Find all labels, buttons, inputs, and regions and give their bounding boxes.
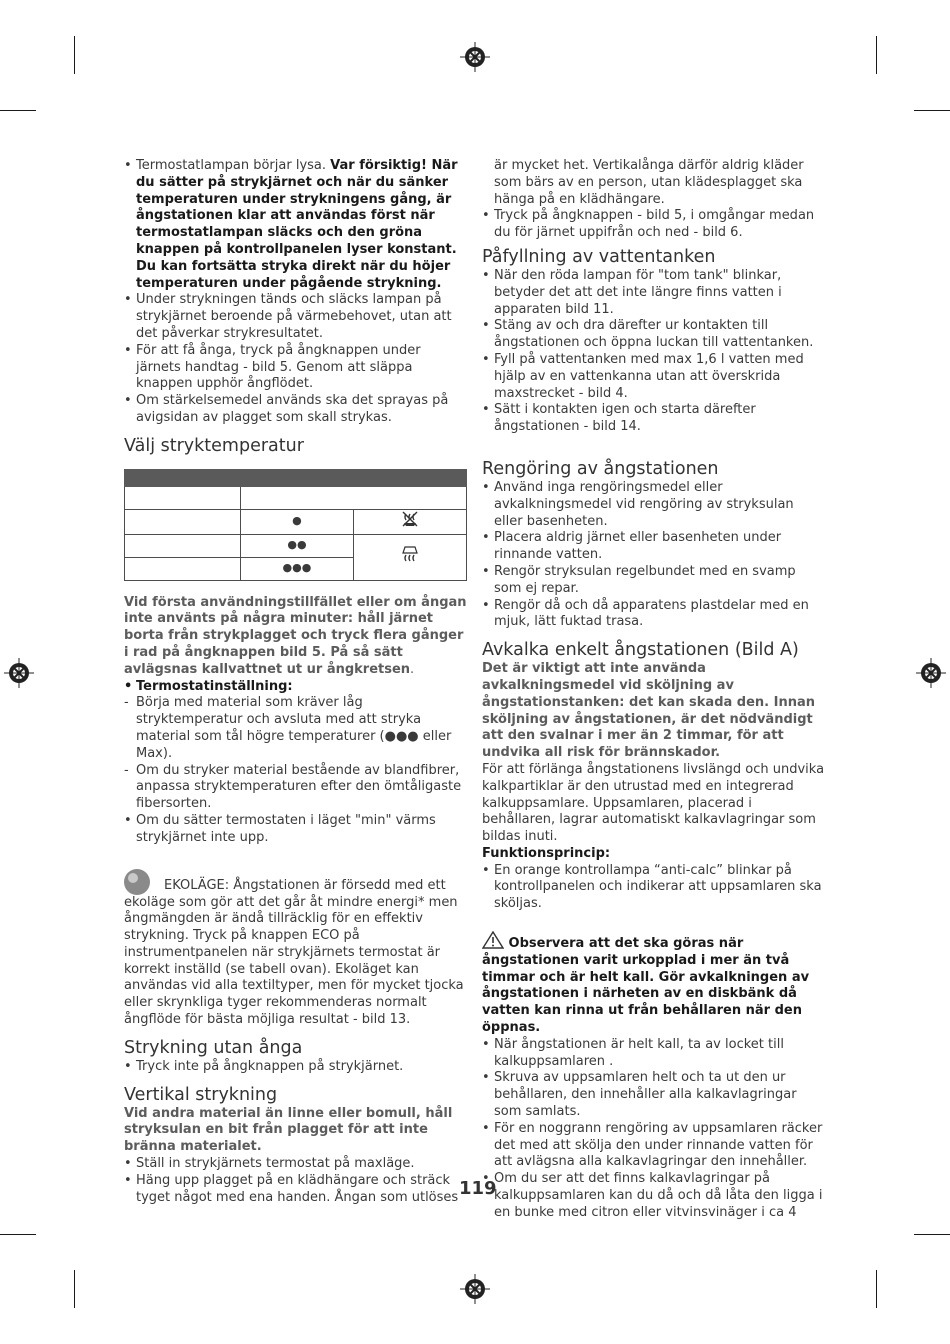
section-heading: Avkalka enkelt ångstationen (Bild A) [482, 640, 799, 661]
crop-mark [876, 36, 877, 74]
registration-mark-icon [460, 42, 490, 72]
list-item: • Om du ser att det finns kalkavlagringar på kalkuppsamlaren kan du då och då låta den ligga i en bunke med citron eller vitvinsvinäger i ca 4 [482, 1171, 826, 1221]
temperature-dots: ● [240, 509, 354, 534]
table-row [125, 509, 467, 534]
clean-list [482, 480, 826, 631]
crop-mark [0, 1234, 36, 1235]
warning-text: Var försiktig! När du sätter på strykjärnet och när du sänker temperaturen under strykningens gång, är ångstationen klar att användas först när termostatlampan släcks och den gröna knappen på kontrollpanelen lyser konstant. [136, 158, 458, 257]
first-use-note: Vid första användningstillfället eller om ångan inte använts på några minuter: håll järnet borta från strykplagget och tryck flera gånger i rad på ångknappen bild 5. På så sätt avlägsnas kallvattnet ut ur ångkretsen. [124, 594, 467, 677]
left-column [124, 158, 468, 1206]
table-row [125, 486, 467, 509]
list-item: • När ångstationen är helt kall, ta av locket till kalkuppsamlaren . [482, 1037, 826, 1071]
list-item: • Under strykningen tänds och släcks lampan på strykjärnet beroende på värmebehovet, utan att det påverkar strykresultatet. [124, 292, 468, 342]
registration-mark-icon [916, 658, 946, 688]
crop-mark [914, 110, 950, 111]
crop-mark [876, 1270, 877, 1308]
no-steam-icon [354, 509, 467, 534]
crop-mark [914, 1234, 950, 1235]
list-item: • Placera aldrig järnet eller basenheten under rinnande vatten. [482, 530, 826, 564]
temperature-dots: ●● [240, 534, 354, 557]
list-item: • Sätt i kontakten igen och starta därefter ångstationen - bild 14. [482, 402, 826, 436]
table-row [125, 534, 467, 557]
continued-text: är mycket het. Vertikalånga därför aldrig kläder som bärs av en person, utan klädesplagget ska hänga på en klädhängare. [494, 158, 804, 207]
list-item [124, 158, 468, 292]
list-item: • Fyll på vattentanken med max 1,6 l vatten med hjälp av en vattenkanna utan att överskrida maxstrecket - bild 4. [482, 352, 826, 402]
right-column [482, 158, 826, 1222]
intro-list [124, 158, 468, 427]
list-item: • När den röda lampan för "tom tank" blinkar, betyder det att det inte längre finns vatten i apparaten bild 11. [482, 268, 826, 318]
continued-list [482, 208, 826, 242]
steam-icon [354, 534, 467, 580]
list-item: • Stäng av och dra därefter ur kontakten till ångstationen och öppna luckan till vattentanken. [482, 318, 826, 352]
warning-text: Du kan fortsätta stryka direkt när du höjer temperaturen under pågående strykning. [136, 258, 451, 291]
list-item: • För en noggrann rengöring av uppsamlaren räcker det med att skölja den under rinnande vatten för att avlägsna alla kalkavlagringar den innehåller. [482, 1121, 826, 1171]
thermo-min-list [124, 813, 468, 847]
list-item: - Om du stryker material bestående av blandfibrer, anpassa stryktemperaturen efter den ömtåligaste fibersorten. [124, 763, 468, 813]
list-item: • Tryck på ångknappen - bild 5, i omgångar medan du för järnet uppifrån och ned - bild 6. [482, 208, 826, 242]
page-number: 119 [459, 1178, 497, 1199]
table-header-row [125, 469, 467, 486]
no-steam-list [124, 1059, 468, 1076]
list-item: • En orange kontrollampa “anti-calc” blinkar på kontrollpanelen och indikerar att uppsamlaren ska sköljas. [482, 863, 826, 913]
final-list [482, 1037, 826, 1222]
crop-mark [74, 1270, 75, 1308]
descale-text: För att förlänga ångstationens livslängd och undvika kalkpartiklar är den utrustad med en integrerad kalkuppsamlare. Uppsamlaren, placerad i behållaren, lagrar automatiskt kalkavlagringar som bildas inuti. [482, 761, 825, 845]
crop-mark [74, 36, 75, 74]
fill-list [482, 268, 826, 436]
thermo-dash-list [124, 695, 468, 813]
list-item-text: Termostatlampan börjar lysa. [136, 158, 331, 173]
vertical-list [124, 1156, 468, 1206]
section-heading: Välj stryktemperatur [124, 435, 304, 456]
section-heading: Påfyllning av vattentanken [482, 246, 716, 267]
list-item: • Ställ in strykjärnets termostat på maxläge. [124, 1156, 468, 1173]
list-item: • Använd inga rengöringsmedel eller avkalkningsmedel vid rengöring av stryksulan eller basenheten. [482, 480, 826, 530]
list-item: • Tryck inte på ångknappen på strykjärnet. [124, 1059, 468, 1076]
list-item: • Om stärkelsemedel används ska det sprayas på avigsidan av plagget som skall strykas. [124, 393, 468, 427]
section-heading: Rengöring av ångstationen [482, 458, 719, 479]
thermo-list [124, 679, 468, 696]
warning-triangle-icon [482, 931, 504, 949]
section-heading: Strykning utan ånga [124, 1037, 303, 1058]
list-item: • Häng upp plagget på en klädhängare och sträck tyget något med ena handen. Ångan som utlöses [124, 1173, 468, 1207]
section-heading: Vertikal strykning [124, 1084, 278, 1105]
principle-label: Funktionsprincip: [482, 845, 611, 861]
list-item: • Skruva av uppsamlaren helt och ta ut den ur behållaren, den innehåller alla kalkavlagringar som samlats. [482, 1070, 826, 1120]
temperature-dots: ●●● [240, 557, 354, 580]
list-item: • För att få ånga, tryck på ångknappen under järnets handtag - bild 5. Genom att släppa knappen upphör ångflödet. [124, 343, 468, 393]
list-item: - Börja med material som kräver låg stryktemperatur och avsluta med att stryka material som tål högre temperaturer (●●● eller Max). [124, 695, 468, 762]
list-item: • Termostatinställning: [124, 679, 468, 696]
warning-paragraph: Observera att det ska göras när ångstationen varit urkopplad i mer än två timmar och är helt kall. Gör avkalkningen av ångstationen i närheten av en diskbänk då vatten kan rinna ut från behållaren när den öppnas. [482, 931, 826, 1037]
descale-warning: Det är viktigt att inte använda avkalkningsmedel vid sköljning av ångstationstanken: det kan skada den. Innan sköljning av ångstationen, är det nödvändigt att den svalnar i mer än 2 timmar, för att undvika all risk för brännskador. [482, 661, 816, 761]
registration-mark-icon [4, 658, 34, 688]
vertical-warning: Vid andra material än linne eller bomull, håll stryksulan en bit från plagget för att inte bränna materialet. [124, 1105, 453, 1155]
list-item: • Rengör stryksulan regelbundet med en svamp som ej repar. [482, 564, 826, 598]
list-item: • Rengör då och då apparatens plastdelar med en mjuk, lätt fuktad trasa. [482, 598, 826, 632]
eco-paragraph: EKOLÄGE: Ångstationen är försedd med ett ekoläge som gör att det går åt mindre energi* men ångmängden är ändå tillräcklig för en effektiv strykning. Tryck på knappen ECO på instrumentpanelen när strykjärnets termostat är korrekt inställd (se tabell ovan). Ekoläget kan användas vid alla textiltyper, men för mycket tjocka eller skrynkliga tyger rekommenderas normalt ångflöde för bästa möjliga resultat - bild 13. [124, 869, 468, 1029]
temperature-table [124, 469, 467, 581]
principle-list [482, 863, 826, 913]
crop-mark [0, 110, 36, 111]
registration-mark-icon [460, 1274, 490, 1304]
eco-badge-icon [124, 869, 150, 895]
list-item: • Om du sätter termostaten i läget "min" värms strykjärnet inte upp. [124, 813, 468, 847]
